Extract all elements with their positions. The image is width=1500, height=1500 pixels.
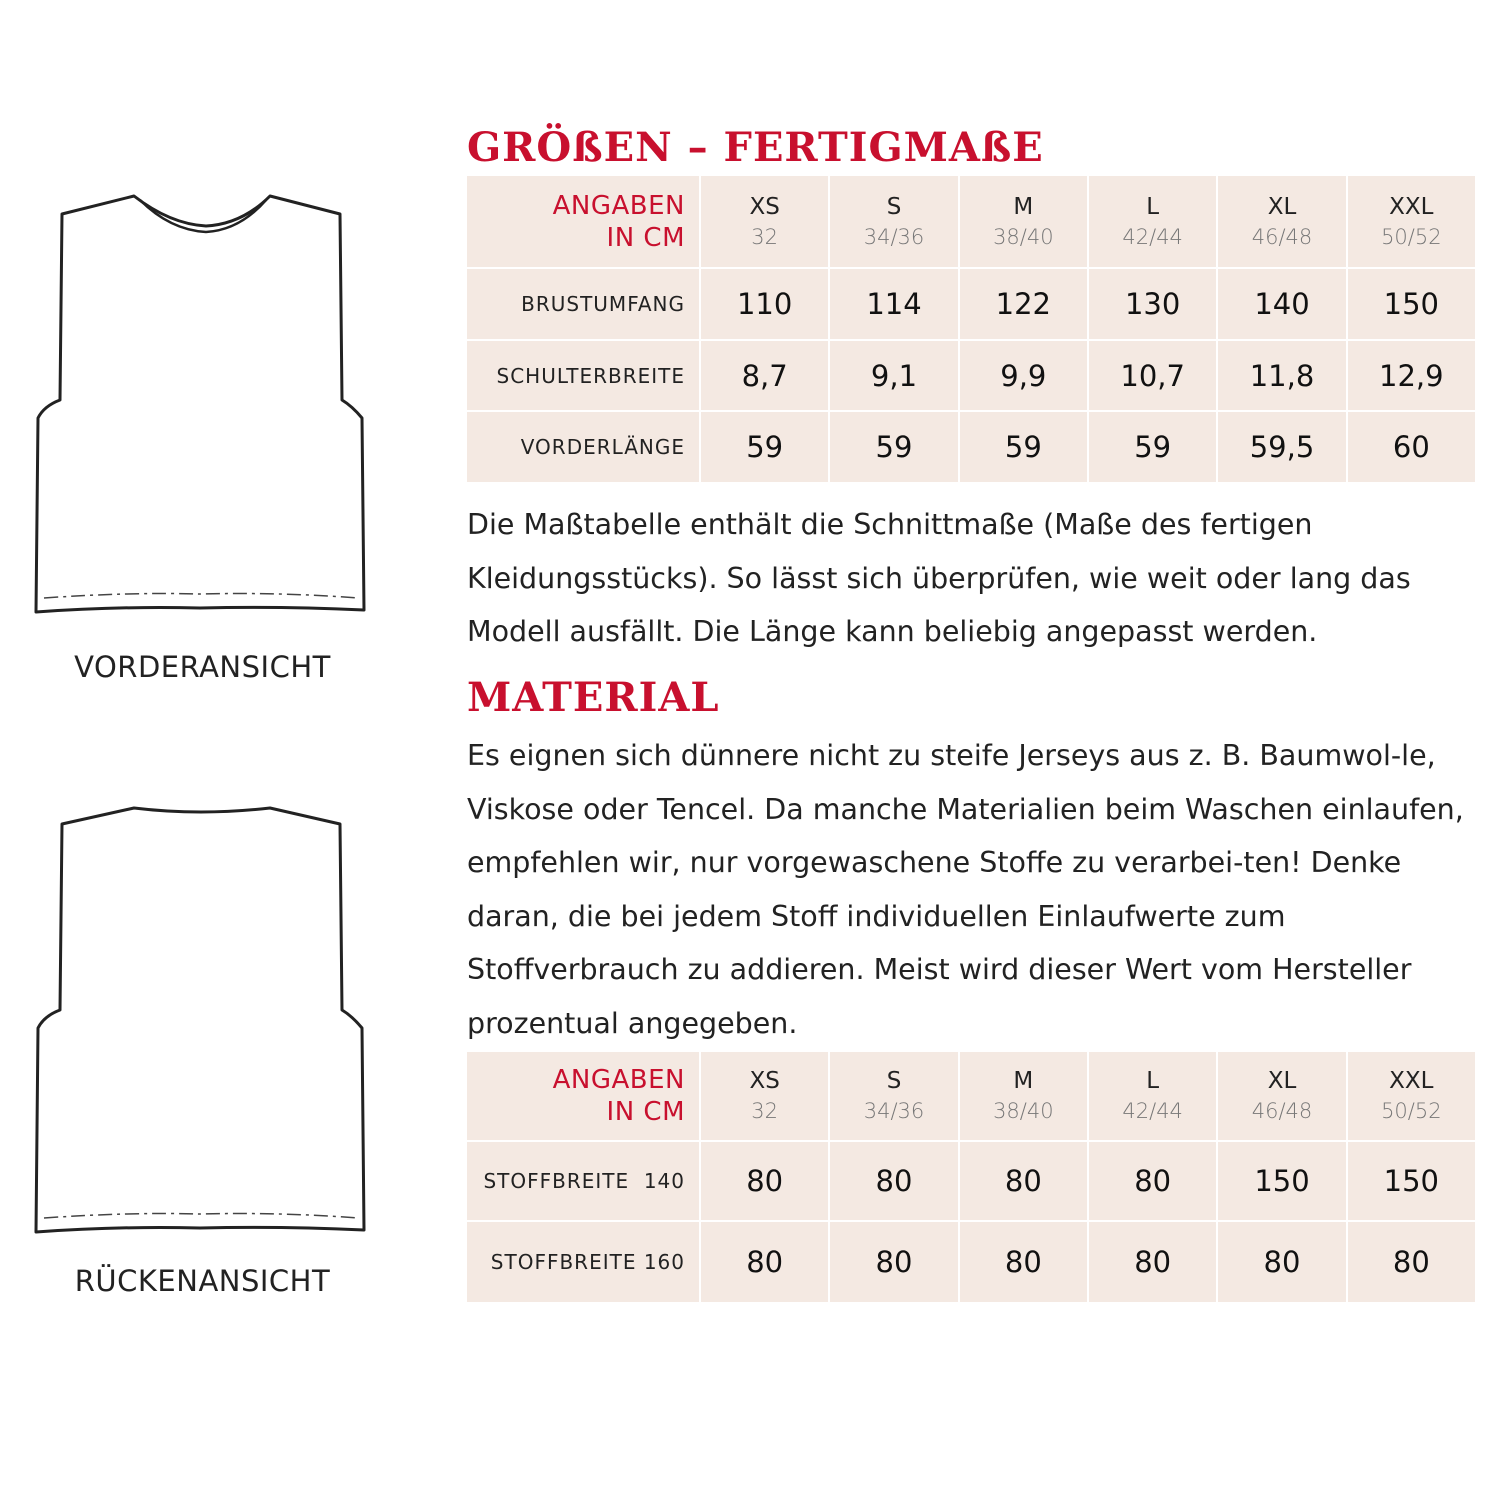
size-header-l [1089,176,1216,267]
table-cell: 80 [1348,1222,1475,1302]
table-cell: 59 [830,412,957,482]
size-number: 46/48 [1251,224,1313,249]
front-view-caption: VORDERANSICHT [74,650,331,684]
corner-line-1: ANGABEN [552,190,685,221]
size-name: XL [1267,1068,1297,1094]
size-name: XL [1267,193,1297,220]
size-name: XXL [1389,1068,1434,1094]
table-cell: 80 [960,1222,1087,1302]
size-name: L [1146,193,1160,220]
material-heading: MATERIAL [467,674,720,721]
size-name: M [1013,1068,1034,1094]
material-text: Es eignen sich dünnere nicht zu steife Jerseys aus z. B. Baumwol-le, Viskose oder Tencel. Da manche Materialien beim Waschen einlaufen, empfehlen wir, nur vorgewaschene Stoffe zu verarbei-ten! Denke daran, die bei jedem Stoff individuellen Einlaufwerte zum Stoffverbrauch zu addieren. Meist wird dieser Wert vom Hersteller prozentual angegeben. [467,739,1464,1040]
size-name: M [1013,193,1034,220]
table-cell: 150 [1218,1142,1345,1220]
row-label-stoffbreite-140: STOFFBREITE 140 [467,1142,699,1220]
table-corner [467,176,699,267]
size-header-xs [701,176,828,267]
table-corner [467,1052,699,1140]
back-tank-top-drawing [30,800,370,1240]
table-cell: 8,7 [701,341,828,410]
table-cell: 80 [830,1222,957,1302]
table-cell: 150 [1348,1142,1475,1220]
size-header-s [830,1052,957,1140]
table-cell: 80 [701,1222,828,1302]
size-header-xxl [1348,1052,1475,1140]
table-cell: 59 [1089,412,1216,482]
size-name: S [886,1068,902,1094]
fabric-table [467,1052,1475,1302]
front-tank-top-drawing [30,190,370,630]
size-number: 34/36 [863,224,925,249]
table-cell: 80 [1089,1142,1216,1220]
row-label-vorderlaenge: VORDERLÄNGE [467,412,699,482]
size-name: XXL [1389,193,1434,220]
table-cell: 130 [1089,269,1216,339]
size-header-m [960,176,1087,267]
table-cell: 80 [1218,1222,1345,1302]
table-cell: 80 [830,1142,957,1220]
size-number: 50/52 [1381,224,1442,249]
row-label-brustumfang: BRUSTUMFANG [467,269,699,339]
table-cell: 59 [701,412,828,482]
size-header-xxl [1348,176,1475,267]
table-cell: 150 [1348,269,1475,339]
size-header-m [960,1052,1087,1140]
back-view-sketch [30,800,370,1240]
size-header-xl [1218,176,1345,267]
size-number: 42/44 [1122,1099,1183,1123]
size-number: 50/52 [1381,1099,1442,1123]
table-cell: 11,8 [1218,341,1345,410]
table-cell: 140 [1218,269,1345,339]
size-number: 46/48 [1251,1099,1313,1123]
sizes-table [467,176,1475,482]
size-name: S [886,193,902,220]
table-cell: 80 [701,1142,828,1220]
table-cell: 59 [960,412,1087,482]
row-label-schulterbreite: SCHULTERBREITE [467,341,699,410]
front-view-sketch [30,190,370,630]
size-number: 42/44 [1122,224,1183,249]
size-number: 32 [751,224,779,249]
table-cell: 110 [701,269,828,339]
table-cell: 122 [960,269,1087,339]
sizes-heading: GRÖßEN – FERTIGMAßE [467,124,1044,171]
sizes-note: Die Maßtabelle enthält die Schnittmaße (Maße des fertigen Kleidungsstücks). So lässt sich überprüfen, wie weit oder lang das Modell ausfällt. Die Länge kann beliebig angepasst werden. [467,508,1411,648]
table-cell: 59,5 [1218,412,1345,482]
size-number: 34/36 [863,1099,925,1123]
table-cell: 9,9 [960,341,1087,410]
size-header-xs [701,1052,828,1140]
size-header-l [1089,1052,1216,1140]
table-cell: 80 [1089,1222,1216,1302]
size-header-s [830,176,957,267]
size-name: XS [749,193,780,220]
size-name: XS [749,1068,780,1094]
size-name: L [1146,1068,1160,1094]
size-header-xl [1218,1052,1345,1140]
back-view-caption: RÜCKENANSICHT [74,1264,331,1298]
table-cell: 9,1 [830,341,957,410]
corner-line-2: IN CM [606,222,685,253]
size-number: 38/40 [993,1099,1054,1123]
row-label-stoffbreite-160: STOFFBREITE 160 [467,1222,699,1302]
table-cell: 12,9 [1348,341,1475,410]
corner-line-1: ANGABEN [552,1065,685,1095]
corner-line-2: IN CM [606,1097,685,1127]
table-cell: 60 [1348,412,1475,482]
table-cell: 114 [830,269,957,339]
size-number: 32 [751,1099,779,1123]
table-cell: 80 [960,1142,1087,1220]
table-cell: 10,7 [1089,341,1216,410]
size-number: 38/40 [993,224,1054,249]
